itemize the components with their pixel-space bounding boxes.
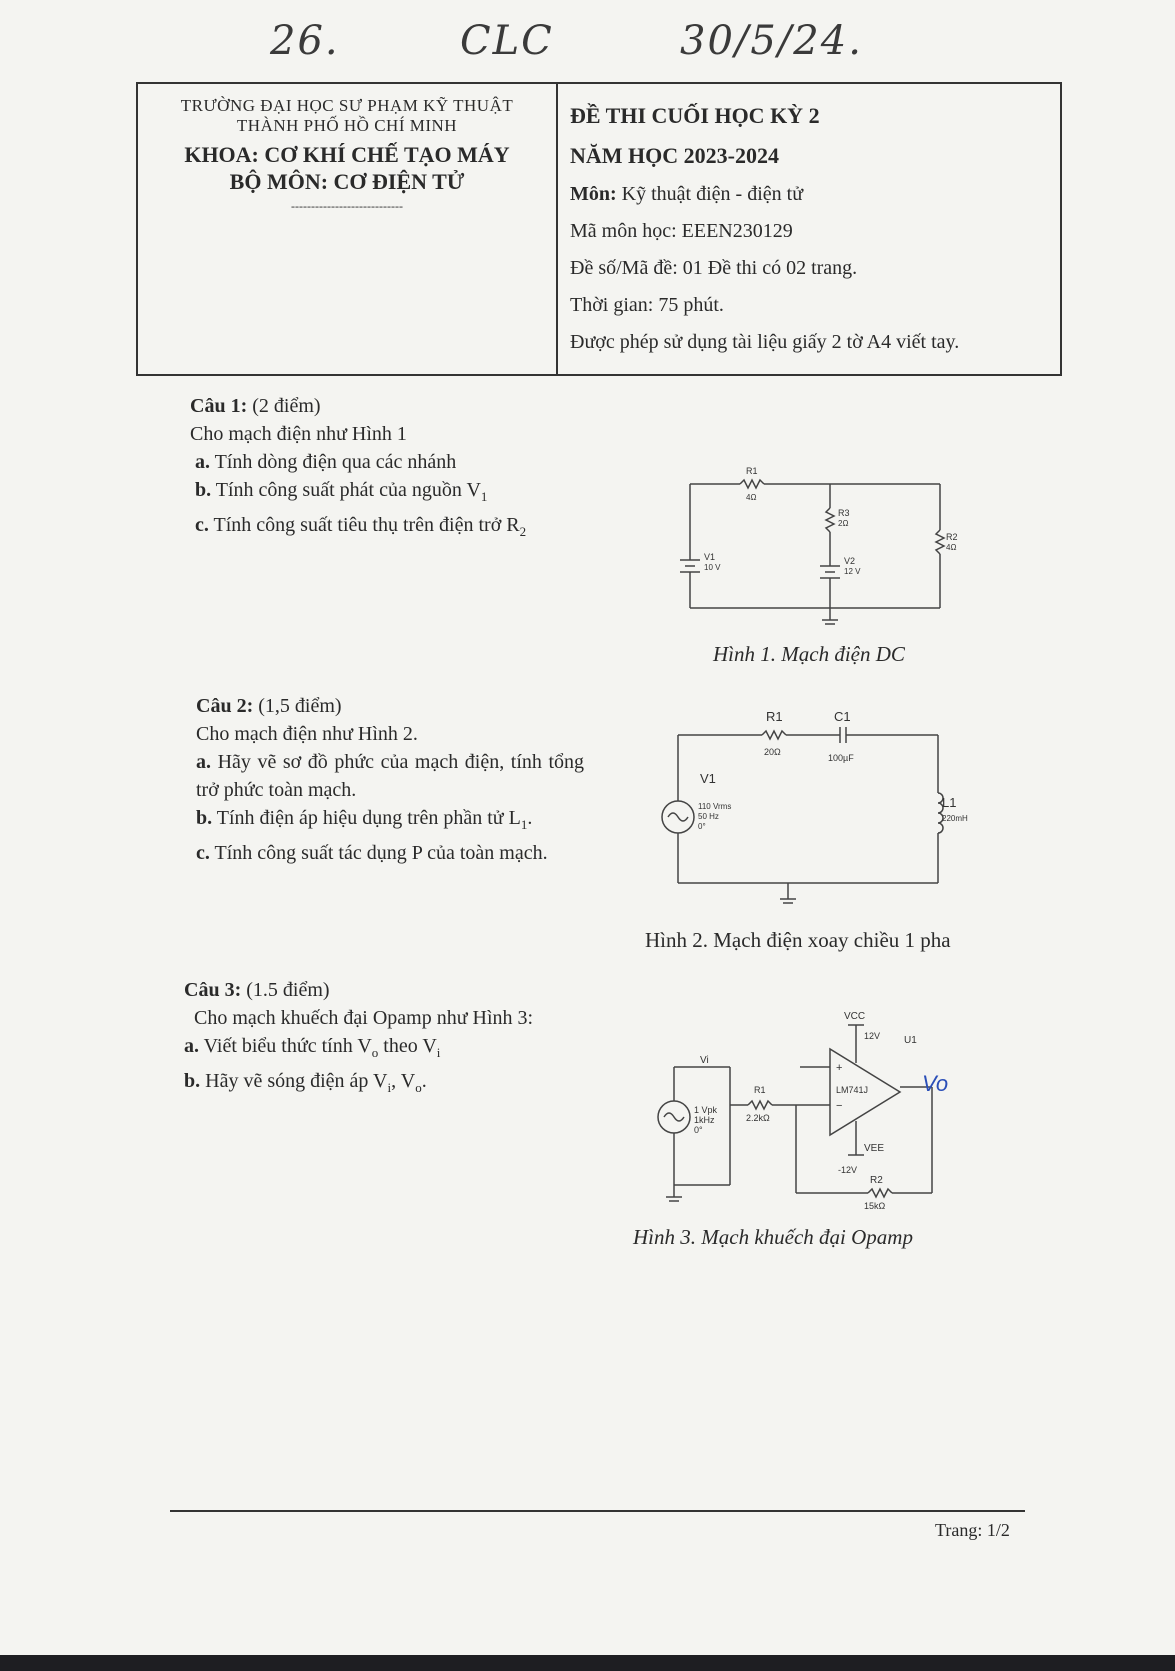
fig2-v1-label: V1 [700,771,716,786]
fig3-vcc-label: VCC [844,1011,866,1022]
q3-b-mid: , V [391,1070,416,1092]
question-3 [184,976,564,1102]
scan-edge-bar [0,1655,1175,1671]
q1-points: (2 điểm) [252,395,321,417]
fig1-v1-label: V1 [704,552,716,562]
fig1-r2-value: 4Ω [946,543,957,552]
q3-b-end: . [421,1070,427,1092]
fig2-v1-freq: 50 Hz [698,812,719,821]
exam-header [136,82,1062,376]
fig3-r2-label: R2 [870,1175,883,1186]
fig1-r3-value: 2Ω [838,519,849,528]
faculty-name: KHOA: CƠ KHÍ CHẾ TẠO MÁY [184,142,510,167]
q2-c-text: Tính công suất tác dụng P của toàn mạch. [214,842,548,864]
fig3-vee-label: VEE [864,1143,885,1154]
fig3-vcc-value: 12V [864,1031,881,1041]
handwritten-number: 26. [270,18,340,64]
fig2-v1-rms: 110 Vrms [698,802,732,811]
q3-b-text: Hãy vẽ sóng điện áp V [205,1070,388,1092]
fig3-r1-value: 2.2kΩ [746,1113,770,1123]
question-2 [196,692,584,867]
school-name-line2: THÀNH PHỐ HỒ CHÍ MINH [236,116,458,135]
q3-a-mid: theo V [378,1035,437,1057]
fig1-r3-label: R3 [838,508,850,518]
q2-b-sub: 1 [520,817,528,832]
q3-title: Câu 3: [184,979,242,1001]
fig3-r2-value: 15kΩ [864,1201,886,1211]
fig3-src-frequency: 1kHz [694,1115,715,1125]
q3-intro: Cho mạch khuếch đại Opamp như Hình 3: [194,1007,534,1029]
fig1-r2-label: R2 [946,532,958,542]
handwritten-date: 30/5/24. [680,18,863,64]
school-name-line1: TRƯỜNG ĐẠI HỌC SƯ PHẠM KỸ THUẬT [180,96,514,115]
q2-c-label: c. [196,842,210,864]
fig2-r1-label: R1 [766,709,783,724]
department-name: BỘ MÔN: CƠ ĐIỆN TỬ [229,169,465,194]
q1-c-sub: 2 [519,524,527,539]
fig3-plus-sign: + [836,1062,843,1074]
fig3-src-amplitude: 1 Vpk [694,1105,718,1115]
q2-b-end: . [527,807,533,829]
q2-a-text: Hãy vẽ sơ đồ phức của mạch điện, tính tổng trở phức toàn mạch. [196,751,584,801]
fig3-src-phase: 0° [694,1125,703,1135]
fig2-c1-value: 100µF [828,753,854,763]
q3-a-sub1: o [371,1045,379,1060]
header-divider: ---------------------------- [291,199,403,213]
header-exam-block [558,84,1060,374]
q2-intro: Cho mạch điện như Hình 2. [196,723,418,745]
q3-points: (1.5 điểm) [246,979,330,1001]
figure-1-caption: Hình 1. Mạch điện DC [713,642,905,666]
q2-b-label: b. [196,807,213,829]
q3-b-sub2: o [415,1080,422,1095]
fig1-v2-value: 12 V [844,567,861,576]
fig2-l1-value: 220mH [942,814,968,823]
fig1-r1-label: R1 [746,466,758,476]
exam-duration: Thời gian: 75 phút. [570,294,724,316]
fig2-r1-value: 20Ω [764,747,781,757]
figure-3-caption: Hình 3. Mạch khuếch đại Opamp [633,1225,913,1249]
q3-a-sub2: i [436,1045,441,1060]
exam-number: Đề số/Mã đề: 01 Đề thi có 02 trang. [570,257,858,279]
q1-b-text: Tính công suất phát của nguồn V [215,479,481,501]
fig1-v1-value: 10 V [704,563,721,572]
q1-intro: Cho mạch điện như Hình 1 [190,423,407,445]
q2-b-text: Tính điện áp hiệu dụng trên phần tử L [216,807,521,829]
fig2-c1-label: C1 [834,709,851,724]
fig1-r1-value: 4Ω [746,493,757,502]
fig2-l1-label: L1 [942,795,957,810]
figure-1-dc-circuit [660,460,960,630]
q2-a-label: a. [196,751,211,773]
figure-2-caption: Hình 2. Mạch điện xoay chiều 1 pha [645,928,951,952]
fig1-v2-label: V2 [844,556,856,566]
fig3-vo-handwritten: Vo [922,1071,949,1096]
figure-2-ac-circuit [650,705,970,915]
q3-a-label: a. [184,1035,199,1057]
q1-title: Câu 1: [190,395,248,417]
q1-a-text: Tính dòng điện qua các nhánh [214,451,457,473]
fig3-opamp-label: LM741J [836,1085,869,1095]
fig3-u1-label: U1 [904,1035,917,1046]
handwritten-class: CLC [460,18,554,64]
q2-title: Câu 2: [196,695,254,717]
exam-year: NĂM HỌC 2023-2024 [570,143,779,168]
fig3-vee-value: -12V [838,1165,858,1175]
question-1 [190,392,600,546]
header-school-block [138,84,558,374]
subject-name: Kỹ thuật điện - điện tử [621,183,804,205]
q1-b-sub: 1 [480,489,488,504]
fig3-vi-label: Vi [700,1055,709,1066]
q2-points: (1,5 điểm) [258,695,342,717]
figure-3-opamp-circuit [650,1005,970,1225]
page-number: Trang: 1/2 [935,1520,1010,1540]
exam-title: ĐỀ THI CUỐI HỌC KỲ 2 [570,103,820,128]
subject-label: Môn: [570,183,617,205]
q1-c-label: c. [195,514,209,536]
fig3-r1-label: R1 [754,1085,766,1095]
q1-c-text: Tính công suất tiêu thụ trên điện trở R [213,514,520,536]
fig3-minus-sign: − [836,1100,843,1112]
q1-b-label: b. [195,479,212,501]
q1-a-label: a. [195,451,210,473]
exam-materials: Được phép sử dụng tài liệu giấy 2 tờ A4 viết tay. [570,331,960,353]
q3-b-sub1: i [387,1080,392,1095]
fig2-v1-phase: 0° [698,822,706,831]
q3-b-label: b. [184,1070,201,1092]
q3-a-text: Viết biểu thức tính V [203,1035,372,1057]
exam-subject [570,176,1060,213]
footer-divider [170,1510,1025,1512]
course-code: Mã môn học: EEEN230129 [570,220,793,242]
